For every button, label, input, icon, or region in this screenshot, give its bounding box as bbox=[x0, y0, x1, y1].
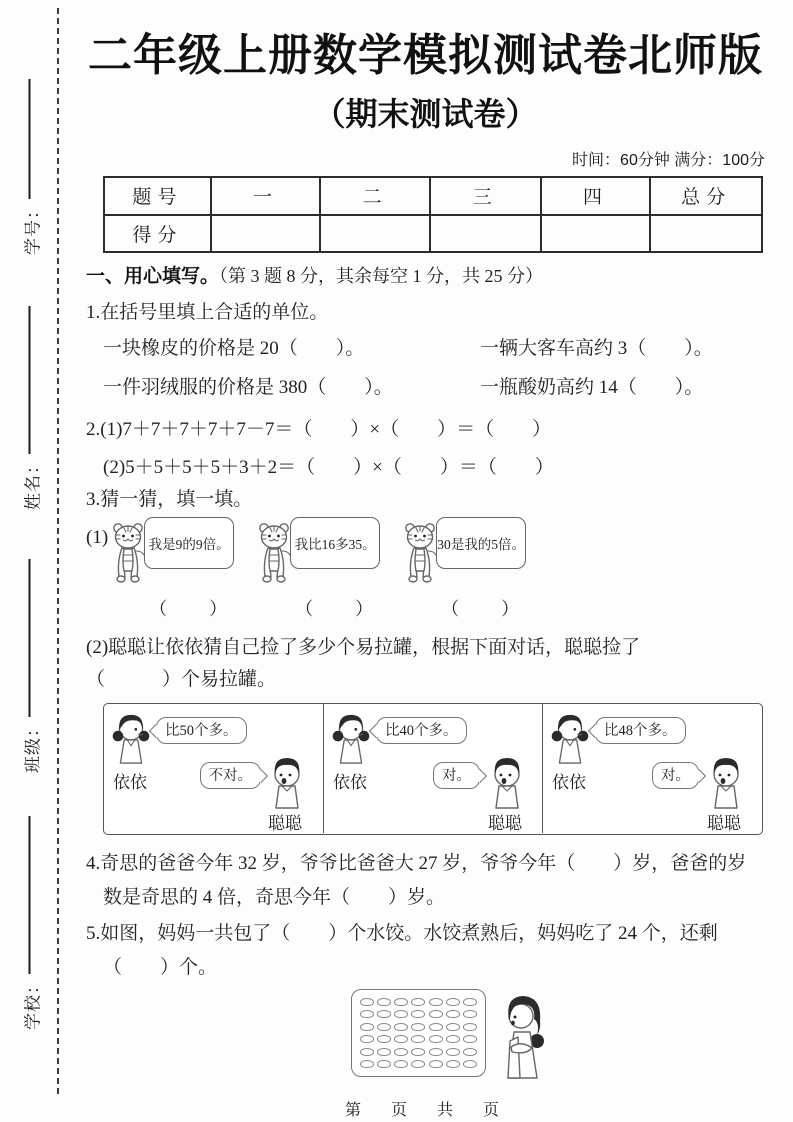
dialog-panel-3 bbox=[542, 704, 761, 833]
student-id-field bbox=[19, 79, 44, 255]
dumpling-icon bbox=[377, 1035, 391, 1043]
dumpling-icon bbox=[360, 1035, 374, 1043]
school-label: 学校： bbox=[23, 976, 43, 1030]
dumpling-icon bbox=[377, 1048, 391, 1056]
sidebar-dashed-divider bbox=[57, 8, 59, 1094]
tiger-riddle-2 bbox=[256, 517, 380, 621]
dumpling-icon bbox=[377, 1010, 391, 1018]
question-1-item-3: 一件羽绒服的价格是 380（ ）。 bbox=[103, 376, 393, 398]
question-3-stem: 3.猜一猜，填一填。 bbox=[86, 488, 253, 510]
tiger-riddle-3 bbox=[402, 517, 526, 621]
dumpling-icon bbox=[411, 1035, 425, 1043]
page-subtitle: （期末测试卷） bbox=[313, 95, 538, 132]
dumpling-icon bbox=[377, 1060, 391, 1068]
page-footer: 第 页 共 页 bbox=[344, 1101, 506, 1119]
girl-name-label: 依依 bbox=[113, 772, 147, 792]
question-1-item-2: 一辆大客车高约 3（ ）。 bbox=[480, 337, 713, 359]
section-1-title bbox=[86, 261, 765, 290]
score-table-header-row bbox=[104, 177, 762, 215]
dumpling-icon bbox=[446, 1023, 460, 1031]
dumpling-grid bbox=[360, 997, 477, 1069]
score-header-cell: 题号 bbox=[104, 177, 211, 215]
dumpling-icon bbox=[463, 1048, 477, 1056]
score-table bbox=[103, 176, 763, 253]
score-empty-cell bbox=[430, 215, 541, 252]
dumpling-icon bbox=[429, 1023, 443, 1031]
dumpling-icon bbox=[429, 1048, 443, 1056]
dialog-panels bbox=[103, 703, 763, 835]
score-table-score-row bbox=[104, 215, 762, 252]
boy-illustration bbox=[487, 752, 527, 810]
question-5-text: 5.如图，妈妈一共包了（ ）个水饺。水饺煮熟后，妈妈吃了 24 个，还剩（ ）个。 bbox=[86, 922, 718, 978]
school-blank-line bbox=[29, 816, 31, 974]
dumpling-icon bbox=[360, 1048, 374, 1056]
score-empty-cell bbox=[650, 215, 762, 252]
dumpling-icon bbox=[377, 998, 391, 1006]
question-2-line-2: (2)5＋5＋5＋5＋3＋2＝（ ）×（ ）＝（ ） bbox=[103, 456, 554, 478]
score-header-cell: 三 bbox=[430, 177, 541, 215]
mother-illustration bbox=[498, 989, 546, 1081]
dialog-panel-1 bbox=[104, 704, 323, 833]
school-field bbox=[19, 816, 44, 1030]
class-blank-line bbox=[29, 559, 31, 717]
girl-speech-bubble: 比48个多。 bbox=[595, 717, 686, 745]
student-name-field bbox=[19, 306, 44, 510]
dumpling-icon bbox=[411, 1010, 425, 1018]
boy-speech-bubble: 不对。 bbox=[200, 762, 262, 790]
dumpling-icon bbox=[394, 1010, 408, 1018]
dumpling-icon bbox=[446, 998, 460, 1006]
dumpling-icon bbox=[463, 1010, 477, 1018]
girl-speech-bubble: 比40个多。 bbox=[376, 717, 467, 745]
tiger-sign-text: 我是9的9倍。 bbox=[144, 517, 234, 569]
dumpling-icon bbox=[394, 1048, 408, 1056]
question-3-part-2-line-2: （ ）个易拉罐。 bbox=[86, 668, 277, 690]
score-empty-cell bbox=[320, 215, 430, 252]
main-content bbox=[60, 0, 793, 1120]
question-3-part-2-line-1: (2)聪聪让依依猜自己捡了多少个易拉罐，根据下面对话，聪聪捡了 bbox=[86, 636, 641, 658]
answer-blank: （ ） bbox=[149, 598, 230, 619]
dumpling-icon bbox=[360, 1010, 374, 1018]
question-1-item-4: 一瓶酸奶高约 14（ ）。 bbox=[480, 376, 704, 398]
time-score-meta: 时间：60分钟 满分：100分 bbox=[572, 151, 765, 169]
dumpling-icon bbox=[377, 1023, 391, 1031]
question-5-figure bbox=[86, 987, 765, 1081]
boy-name-label: 聪聪 bbox=[488, 813, 522, 833]
dumpling-icon bbox=[429, 1035, 443, 1043]
dialog-panel-2 bbox=[323, 704, 542, 833]
girl-illustration bbox=[111, 711, 151, 765]
score-header-cell: 四 bbox=[541, 177, 651, 215]
girl-illustration bbox=[331, 711, 371, 765]
tiger-riddle-1 bbox=[110, 517, 234, 621]
page-title: 二年级上册数学模拟测试卷北师版 bbox=[88, 31, 763, 80]
section-1-title-bold: 一、用心填写。 bbox=[86, 265, 220, 287]
question-1-row-1 bbox=[103, 336, 765, 362]
girl-speech-bubble: 比50个多。 bbox=[156, 717, 247, 745]
score-empty-cell bbox=[211, 215, 321, 252]
girl-name-label: 依依 bbox=[552, 772, 586, 792]
score-header-cell: 一 bbox=[211, 177, 321, 215]
dumpling-icon bbox=[463, 1023, 477, 1031]
girl-name-label: 依依 bbox=[333, 772, 367, 792]
dumpling-icon bbox=[446, 1010, 460, 1018]
tiger-sign-text: 我比16多35。 bbox=[290, 517, 380, 569]
question-4-text: 4.奇思的爸爸今年 32 岁，爷爷比爸爸大 27 岁，爷爷今年（ ）岁，爸爸的岁数是奇思的 4 倍，奇思今年（ ）岁。 bbox=[86, 852, 747, 908]
boy-illustration bbox=[706, 752, 746, 810]
answer-blank: （ ） bbox=[441, 598, 522, 619]
dumpling-icon bbox=[394, 1023, 408, 1031]
dumpling-icon bbox=[411, 1060, 425, 1068]
boy-speech-bubble: 对。 bbox=[433, 762, 480, 790]
question-2-line-1: 2.(1)7＋7＋7＋7＋7－7＝（ ）×（ ）＝（ ） bbox=[86, 418, 552, 440]
tiger-icon bbox=[402, 521, 438, 585]
boy-speech-bubble: 对。 bbox=[652, 762, 699, 790]
score-empty-cell bbox=[541, 215, 651, 252]
class-label: 班级： bbox=[23, 719, 43, 773]
dumpling-icon bbox=[360, 1060, 374, 1068]
dumpling-tray bbox=[351, 989, 486, 1077]
boy-name-label: 聪聪 bbox=[268, 813, 302, 833]
score-header-cell: 二 bbox=[320, 177, 430, 215]
dumpling-icon bbox=[463, 998, 477, 1006]
dumpling-icon bbox=[411, 1048, 425, 1056]
score-header-cell: 总分 bbox=[650, 177, 762, 215]
dumpling-icon bbox=[446, 1035, 460, 1043]
girl-illustration bbox=[550, 711, 590, 765]
dumpling-icon bbox=[394, 1060, 408, 1068]
question-1-stem: 1.在括号里填上合适的单位。 bbox=[86, 301, 329, 323]
score-row-label: 得分 bbox=[104, 215, 211, 252]
question-3-part-1 bbox=[86, 517, 765, 621]
boy-illustration bbox=[267, 752, 307, 810]
answer-blank: （ ） bbox=[295, 598, 376, 619]
dumpling-icon bbox=[394, 1035, 408, 1043]
part-1-label: (1) bbox=[86, 526, 109, 548]
dumpling-icon bbox=[411, 1023, 425, 1031]
section-1-title-note: （第 3 题 8 分，其余每空 1 分，共 25 分） bbox=[219, 265, 544, 286]
dumpling-icon bbox=[446, 1060, 460, 1068]
dumpling-icon bbox=[360, 1023, 374, 1031]
student-id-blank-line bbox=[29, 79, 31, 199]
dumpling-icon bbox=[394, 998, 408, 1006]
dumpling-icon bbox=[411, 998, 425, 1006]
student-id-label: 学号： bbox=[23, 201, 43, 255]
student-name-blank-line bbox=[29, 306, 31, 454]
question-1-item-1: 一块橡皮的价格是 20（ ）。 bbox=[103, 337, 365, 359]
dumpling-icon bbox=[429, 998, 443, 1006]
dumpling-icon bbox=[463, 1035, 477, 1043]
tiger-icon bbox=[256, 521, 292, 585]
dumpling-icon bbox=[463, 1060, 477, 1068]
tiger-icon bbox=[110, 521, 146, 585]
tiger-sign-text: 30是我的5倍。 bbox=[436, 517, 526, 569]
question-1-row-2 bbox=[103, 375, 765, 401]
dumpling-icon bbox=[429, 1060, 443, 1068]
dumpling-icon bbox=[429, 1010, 443, 1018]
class-field bbox=[19, 559, 44, 773]
boy-name-label: 聪聪 bbox=[707, 813, 741, 833]
student-name-label: 姓名： bbox=[23, 456, 43, 510]
dumpling-icon bbox=[360, 998, 374, 1006]
dumpling-icon bbox=[446, 1048, 460, 1056]
